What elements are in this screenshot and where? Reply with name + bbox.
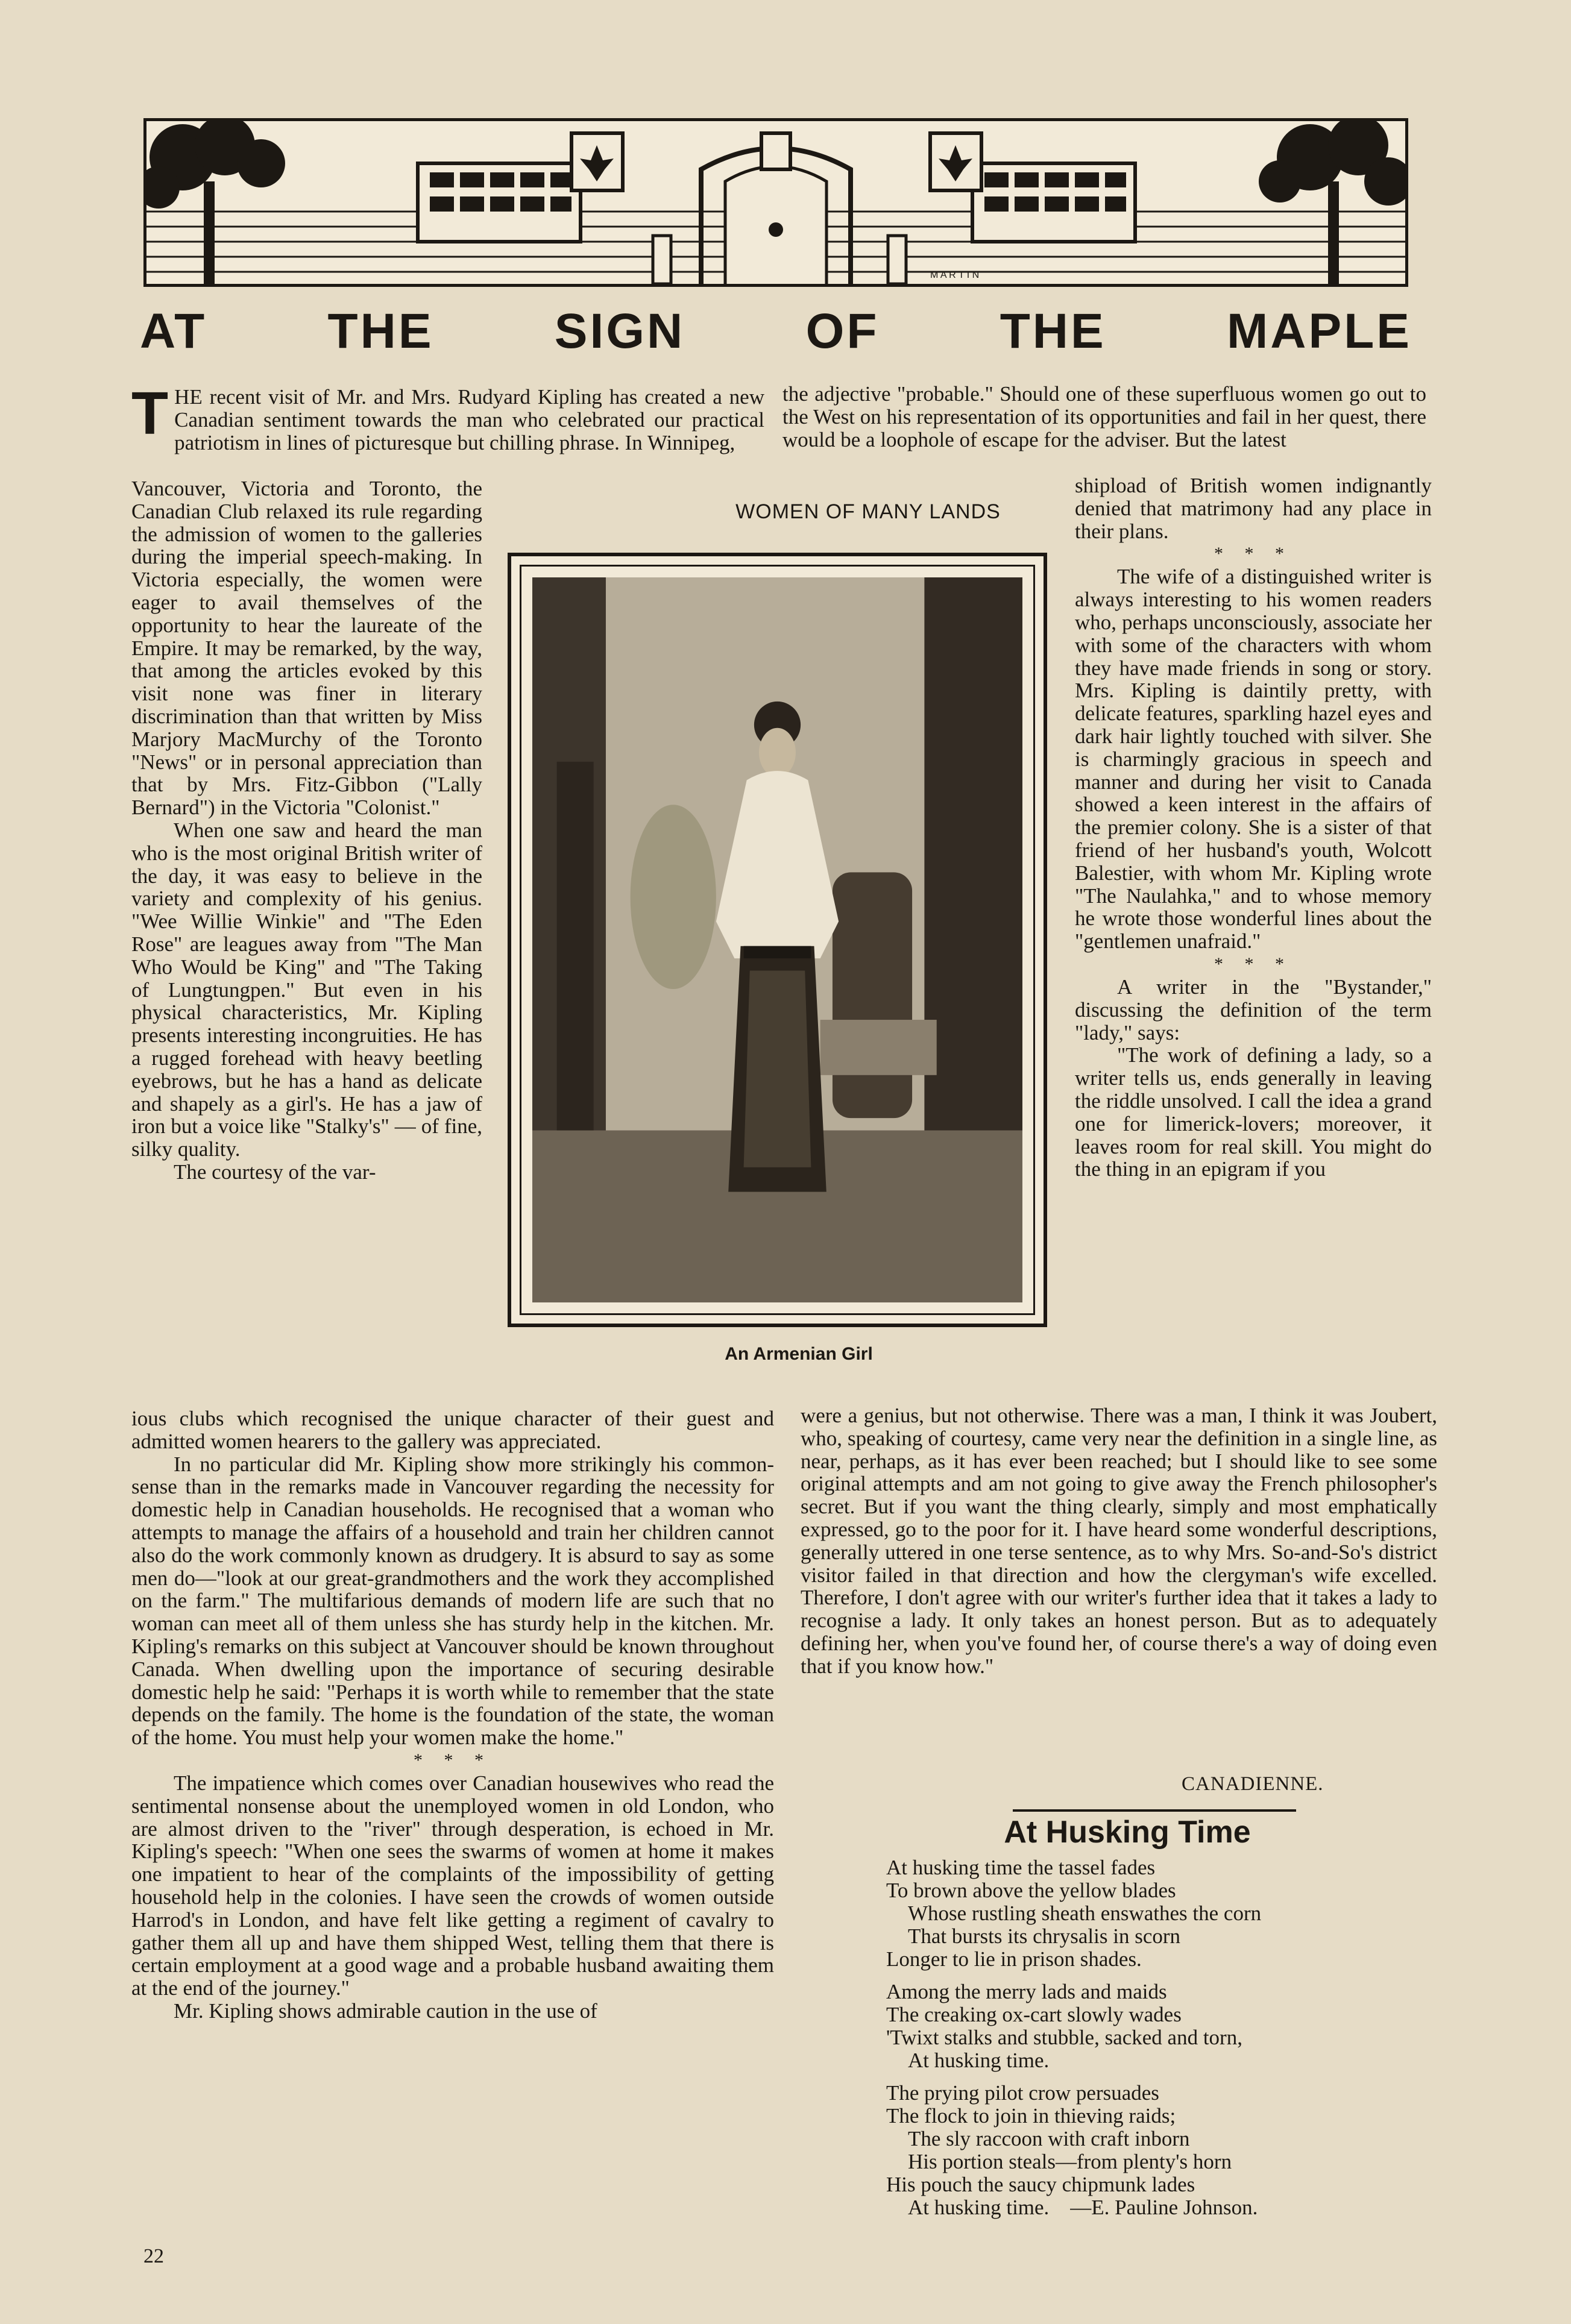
photo-frame — [508, 553, 1047, 1327]
poem-line: His pouch the saucy chipmunk lades — [886, 2173, 1195, 2196]
headline-word: OF — [805, 304, 880, 359]
poem-line: Longer to lie in prison shades. — [886, 1947, 1142, 1971]
col2-paragraph: shipload of British women indignantly denied that matrimony had any place in their plans. — [1075, 474, 1432, 543]
poem-line: At husking time. — [908, 2049, 1050, 2072]
poem-line: The prying pilot crow persuades — [886, 2081, 1159, 2105]
section-divider: * * * — [1214, 544, 1292, 564]
col1-paragraph: The impatience which comes over Canadian housewives who read the sentimental nonsense about the unemployed women in old London, who are almost driven to the "river" through desperation, is echoed in Mr. Kipling's speech: "When one sees the swarms of women at home it makes one impatient to hear of the complaints of the impossibility of getting household help in the colonies. I have seen the crowds of women outside Harrod's in London, and have felt like getting a regiment of cavalry to gather them all up and have them shipped West, telling them that there is certain employment at a good wage and a probable husband awaiting them at the end of the journey." — [131, 1771, 774, 2000]
headline-word: SIGN — [554, 304, 685, 359]
col2-paragraph: A writer in the "Bystander," discussing the definition of the term "lady," says: — [1075, 975, 1432, 1044]
poem-stanza — [886, 1856, 1429, 1971]
headline-word: THE — [1000, 304, 1106, 359]
section-divider: * * * — [1214, 953, 1292, 974]
poem-line: The creaking ox-cart slowly wades — [886, 2003, 1182, 2026]
poem-stanza — [886, 1980, 1429, 2072]
col1-lead — [131, 380, 764, 454]
poem-title: At Husking Time — [1004, 1815, 1251, 1850]
poem-line: To brown above the yellow blades — [886, 1879, 1176, 1902]
headline-word: THE — [327, 304, 434, 359]
poem-body — [886, 1856, 1429, 2229]
col2-lower — [801, 1404, 1437, 1678]
author-signature: CANADIENNE. — [1182, 1773, 1324, 1795]
col2-paragraph: were a genius, but not otherwise. There was a man, I think it was Joubert, who, speaking of courtesy, came very near the definition in a single line, as near, perhaps, as it has ever been reached; but I should like to see some original attempts and am not going to give away the French philosopher's secret. But if you want the thing clearly, simply and most emphatically expressed, go to the poor for it. I have heard some wonderful descriptions, generally uttered in one terse sentence, as to why Mrs. So-and-So's district visitor failed in that direction and how the clergyman's wife excelled. Therefore, I don't agree with our writer's further idea that it takes a lady to recognise a lady. It only takes an honest person. But as to adequately defining her, when you've found her, of course there's a way of doing even that if you know how." — [801, 1404, 1437, 1678]
col1-paragraph: The courtesy of the var- — [174, 1160, 376, 1184]
poem-line: At husking time the tassel fades — [886, 1856, 1156, 1879]
headline-word: MAPLE — [1227, 304, 1412, 359]
drop-cap: T — [131, 380, 169, 447]
photo-section-heading: WOMEN OF MANY LANDS — [735, 500, 1001, 523]
col2-lead — [782, 383, 1426, 451]
poem-line: His portion steals—from plenty's horn — [908, 2150, 1232, 2173]
col1-paragraph: ious clubs which recognised the unique character of their guest and admitted women hearers to the gallery was appreciated. — [131, 1407, 774, 1453]
col1-paragraph: In no particular did Mr. Kipling show more strikingly his common-sense than in the remarks made in Vancouver regarding the necessity for domestic help in Canadian households. He recognised that a woman who attempts to manage the affairs of a household and train her children cannot also do the work commonly known as drudgery. It is absurd to say as some men do—"look at our great-grandmothers and the work they accomplished on the farm." The multifarious demands of modern life are such that no woman can meet all of them unless she has sturdy help in the kitchen. Mr. Kipling's remarks on this subject at Vancouver should be known throughout Canada. When dwelling upon the importance of securing desirable domestic help he said: "Perhaps it is worth while to remember that the state depends on the family. The home is the foundation of the state, the woman of the home. You must help your women make the home." — [131, 1452, 774, 1750]
header-banner-illustration — [143, 118, 1408, 287]
col1-paragraph: Vancouver, Victoria and Toronto, the Canadian Club relaxed its rule regarding the admission of women to the galleries during the imperial speech-making. In Victoria especially, the women were eager to avail themselves of the opportunity to hear the laureate of the Empire. It may be remarked, by the way, that among the articles evoked by this visit none was finer in literary discrimination than that written by Miss Marjory MacMurchy of the Toronto "News" or in personal appreciation than that by Mrs. Fitz-Gibbon ("Lally Bernard") in the Victoria "Colonist." — [131, 477, 482, 820]
col1-narrow — [131, 477, 482, 1184]
poem-stanza — [886, 2082, 1429, 2219]
page-number: 22 — [143, 2245, 164, 2267]
armenian-girl-photo — [532, 577, 1022, 1302]
poem-line: Among the merry lads and maids — [886, 1980, 1167, 2003]
artist-signature: M A R T I N — [930, 270, 980, 280]
col1-paragraph: HE recent visit of Mr. and Mrs. Rudyard Kipling has created a new Canadian sentiment towards the man who celebrated our practical patriotism in lines of picturesque but chilling phrase. In Winnipeg, — [174, 385, 764, 454]
col1-paragraph: When one saw and heard the man who is the most original British writer of the day, it was easy to believe in the variety and complexity of his genius. "Wee Willie Winkie" and "The Eden Rose" are leagues away from "The Man Who Would be King" and "The Taking of Lungtungpen." But even in his physical characteristics, Mr. Kipling presents interesting incongruities. He has a rugged forehead with heavy beetling eyebrows, but he has a hand as delicate and shapely as a girl's. He has a jaw of iron but a voice like "Stalky's" — of fine, silky quality. — [131, 818, 482, 1161]
col2-paragraph: The wife of a distinguished writer is always interesting to his women readers who, perhaps unconsciously, associate her with some of the characters with whom they have made friends in song or story. Mrs. Kipling is daintily pretty, with delicate features, sparkling hazel eyes and dark hair lightly touched with silver. She is charmingly gracious in speech and manner and during her visit to Canada showed a keen interest in the affairs of the premier colony. She is a sister of that friend of her husband's youth, Wolcott Balestier, with whom Mr. Kipling wrote "The Naulahka," and to whose memory he wrote those wonderful lines about the "gentlemen unafraid." — [1075, 565, 1432, 953]
col1-paragraph: Mr. Kipling shows admirable caution in the use of — [174, 1999, 597, 2023]
col2-paragraph: the adjective "probable." Should one of these superfluous women go out to the West on his representation of its opportunities and fail in her quest, there would be a loophole of escape for the adviser. But the latest — [782, 382, 1426, 451]
headline-word: AT — [140, 304, 207, 359]
section-divider: * * * — [414, 1750, 492, 1770]
col2-paragraph: "The work of defining a lady, so a writer tells us, ends generally in leaving the riddle unsolved. I call the idea a grand one for limerick-lovers; moreover, it leaves room for real skill. You might do the thing in an epigram if you — [1075, 1043, 1432, 1181]
col1-lower — [131, 1407, 774, 2023]
poem-line: 'Twixt stalks and stubble, sacked and torn, — [886, 2026, 1242, 2049]
poem-title-rule — [1013, 1809, 1296, 1812]
poem-line: At husking time. —E. Pauline Johnson. — [908, 2196, 1258, 2219]
poem-line: That bursts its chrysalis in scorn — [908, 1924, 1181, 1948]
poem-line: Whose rustling sheath enswathes the corn — [908, 1902, 1262, 1925]
page-headline — [140, 295, 1412, 368]
col2-narrow — [1075, 474, 1432, 1181]
photo-caption: An Armenian Girl — [725, 1344, 873, 1364]
poem-line: The sly raccoon with craft inborn — [908, 2127, 1190, 2150]
poem-line: The flock to join in thieving raids; — [886, 2104, 1176, 2128]
